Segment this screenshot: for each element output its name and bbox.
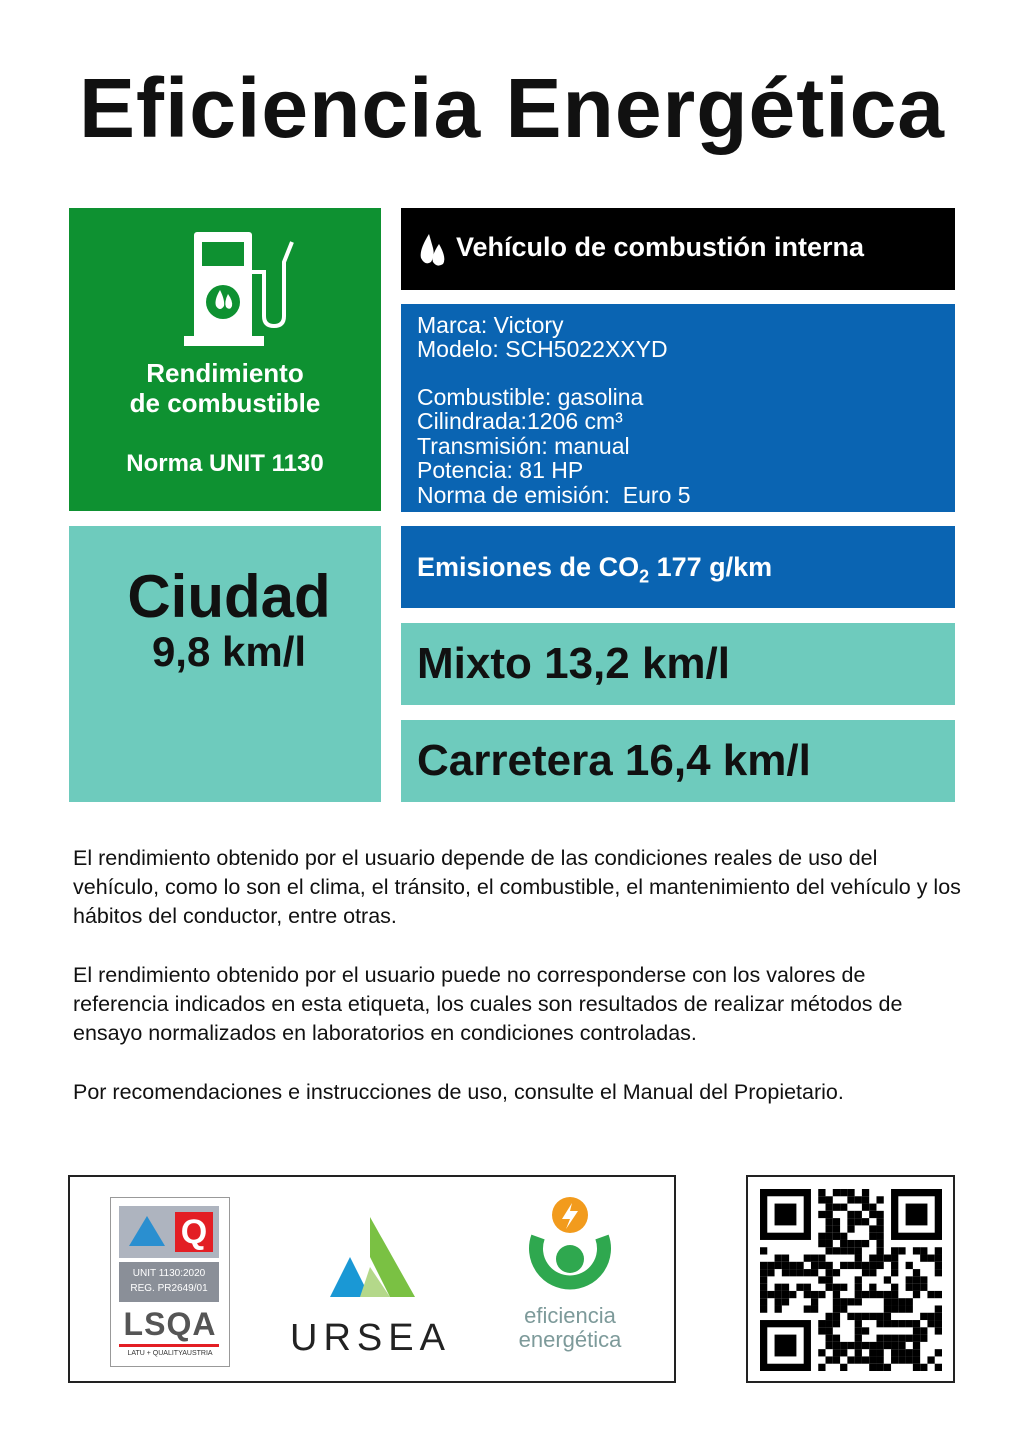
lsqa-brand: LSQA xyxy=(123,1306,217,1342)
lsqa-unit: UNIT 1130:2020 xyxy=(132,1268,206,1279)
spec-combustible: Combustible: gasolina xyxy=(417,384,644,410)
triangle-icon xyxy=(129,1216,165,1246)
spec-cilindrada: Cilindrada:1206 cm³ xyxy=(417,408,623,434)
qr-code-icon[interactable] xyxy=(760,1189,942,1371)
fuel-pump-icon xyxy=(184,232,294,352)
ursea-word: URSEA xyxy=(290,1317,451,1359)
vehicle-type-label: Vehículo de combustión interna xyxy=(456,232,865,262)
spec-marca: Marca: Victory xyxy=(417,312,564,338)
spec-norma-emision: Norma de emisión: Euro 5 xyxy=(417,482,691,508)
lsqa-small: LATU + QUALITYAUSTRIA xyxy=(127,1350,213,1357)
city-label: Ciudad xyxy=(127,563,331,630)
spec-potencia: Potencia: 81 HP xyxy=(417,457,584,483)
vehicle-type-bar xyxy=(401,208,955,290)
spec-transmision: Transmisión: manual xyxy=(417,433,630,459)
mixed-consumption-bar xyxy=(401,623,955,705)
qr-code-box[interactable] xyxy=(746,1175,955,1383)
city-value: 9,8 km/l xyxy=(151,628,307,675)
highway-consumption-bar xyxy=(401,720,955,802)
lsqa-q-mark: Q xyxy=(175,1212,213,1252)
disclaimer-paragraph-1: El rendimiento obtenido por el usuario depende de las condiciones reales de uso del vehículo, como lo son el clima, el tránsito, el combustible, el mantenimiento del vehículo y los hábitos del conductor, entre otras. xyxy=(73,846,961,928)
fuel-efficiency-panel xyxy=(69,208,381,511)
vehicle-specs-panel xyxy=(401,304,955,512)
disclaimer-paragraph-3: Por recomendaciones e instrucciones de uso, consulte el Manual del Propietario. xyxy=(73,1080,844,1104)
eficiencia-energetica-logo xyxy=(490,1197,650,1367)
highway-consumption-label: Carretera 16,4 km/l xyxy=(417,736,811,785)
spec-modelo: Modelo: SCH5022XXYD xyxy=(417,336,668,362)
mixed-consumption-label: Mixto 13,2 km/l xyxy=(417,639,731,688)
ee-line-2: energética xyxy=(518,1327,622,1352)
fuel-drops-icon xyxy=(417,232,449,268)
ursea-logo xyxy=(290,1217,450,1367)
panel-line-1: Rendimiento xyxy=(146,358,304,388)
disclaimer-paragraph-2: El rendimiento obtenido por el usuario puede no corresponderse con los valores de referencia indicados en esta etiqueta, los cuales son resultados de realizar métodos de ensayo normalizados en laboratorios en condiciones controladas. xyxy=(73,963,903,1045)
norma-label: Norma UNIT 1130 xyxy=(126,450,324,477)
co2-subscript: 2 xyxy=(639,566,650,587)
certification-logos xyxy=(68,1175,676,1383)
lsqa-logo xyxy=(110,1197,230,1367)
co2-emissions-bar xyxy=(401,526,955,608)
ee-line-1: eficiencia xyxy=(524,1303,616,1328)
energy-efficiency-icon xyxy=(520,1197,620,1301)
co2-prefix: Emisiones de CO xyxy=(417,552,640,582)
co2-value: 177 g/km xyxy=(649,552,773,582)
page-title: Eficiencia Energética xyxy=(78,61,946,155)
panel-line-2: de combustible xyxy=(129,388,321,418)
city-consumption-panel xyxy=(69,526,381,802)
lsqa-reg: REG. PR2649/01 xyxy=(130,1283,208,1294)
ursea-mark-icon xyxy=(320,1217,420,1307)
